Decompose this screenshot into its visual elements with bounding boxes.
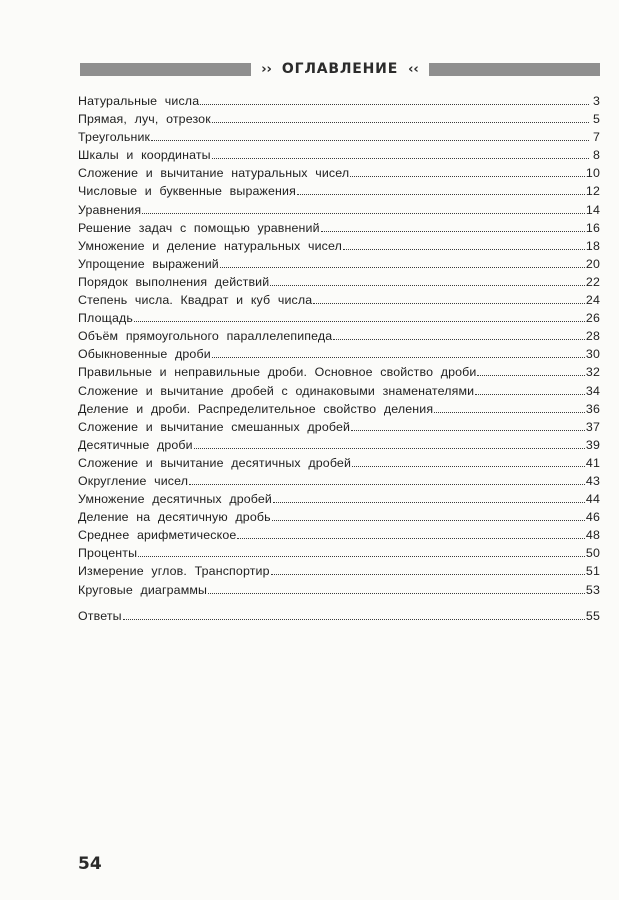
toc-entry bbox=[78, 526, 600, 544]
page-title: ОГЛАВЛЕНИЕ bbox=[281, 61, 399, 77]
toc-entry-page: 30 bbox=[585, 347, 600, 362]
toc-entry-page: 22 bbox=[585, 274, 600, 289]
toc-entry-label: Умножение десятичных дробей bbox=[78, 492, 273, 507]
dot-leader bbox=[350, 167, 585, 177]
toc-entry-label: Степень числа. Квадрат и куб числа bbox=[78, 293, 313, 308]
toc-entry-label: Деление и дроби. Распределительное свойство деления bbox=[78, 401, 434, 416]
dot-leader bbox=[313, 294, 585, 304]
toc-entry-page: 51 bbox=[585, 564, 600, 579]
toc-entry-label: Площадь bbox=[78, 311, 133, 326]
dot-leader bbox=[351, 421, 585, 431]
toc-entry-page: 50 bbox=[585, 546, 600, 561]
dot-leader bbox=[142, 204, 585, 214]
toc-entry-label: Порядок выполнения действий bbox=[78, 274, 270, 289]
toc-entry bbox=[78, 508, 600, 526]
chevron-left-icon: ‹‹ bbox=[408, 61, 419, 77]
toc-entry-label: Круговые диаграммы bbox=[78, 582, 208, 597]
toc-entry bbox=[78, 146, 600, 164]
page-number: 54 bbox=[78, 854, 102, 874]
toc-entry-label: Упрощение выражений bbox=[78, 256, 219, 271]
toc-entry-page: 20 bbox=[585, 256, 600, 271]
dot-leader bbox=[123, 610, 585, 620]
toc-entry-label: Сложение и вычитание десятичных дробей bbox=[78, 455, 352, 470]
dot-leader bbox=[297, 185, 585, 195]
toc-entry-label: Сложение и вычитание натуральных чисел bbox=[78, 166, 350, 181]
toc-entry-page: 12 bbox=[585, 184, 600, 199]
toc-entry bbox=[78, 607, 600, 625]
dot-leader bbox=[352, 457, 585, 467]
toc-entry bbox=[78, 581, 600, 599]
toc-entry-page: 55 bbox=[585, 608, 600, 623]
toc-entry bbox=[78, 201, 600, 219]
toc-entry bbox=[78, 182, 600, 200]
toc-entry bbox=[78, 562, 600, 580]
toc-entry bbox=[78, 400, 600, 418]
toc-entry-label: Прямая, луч, отрезок bbox=[78, 112, 211, 127]
dot-leader bbox=[333, 330, 585, 340]
toc-entry-label: Среднее арифметическое bbox=[78, 528, 237, 543]
toc-entry-page: 7 bbox=[592, 130, 600, 145]
toc-entry-page: 18 bbox=[585, 238, 600, 253]
dot-leader bbox=[273, 493, 585, 503]
toc-entry bbox=[78, 128, 600, 146]
toc-entry-label: Округление чисел bbox=[78, 473, 189, 488]
dot-leader bbox=[434, 403, 585, 413]
toc-entry-page: 43 bbox=[585, 473, 600, 488]
toc-entry-page: 28 bbox=[585, 329, 600, 344]
chevron-right-icon: ›› bbox=[261, 61, 272, 77]
toc-entry bbox=[78, 110, 600, 128]
toc-entry-page: 36 bbox=[585, 401, 600, 416]
dot-leader bbox=[212, 348, 585, 358]
dot-leader bbox=[321, 222, 585, 232]
toc-entry-label: Ответы bbox=[78, 608, 122, 623]
dot-leader bbox=[237, 529, 584, 539]
dot-leader bbox=[134, 312, 585, 322]
header-bar-left bbox=[80, 63, 251, 76]
toc-entry bbox=[78, 273, 600, 291]
toc-entry bbox=[78, 92, 600, 110]
toc-entry-page: 48 bbox=[585, 528, 600, 543]
toc-entry-label: Объём прямоугольного параллелепипеда bbox=[78, 329, 333, 344]
toc-entry-page: 32 bbox=[585, 365, 600, 380]
toc-entry bbox=[78, 164, 600, 182]
toc-entry-page: 24 bbox=[585, 293, 600, 308]
dot-leader bbox=[475, 385, 585, 395]
toc-entry-page: 8 bbox=[592, 148, 600, 163]
toc-entry bbox=[78, 345, 600, 363]
dot-leader bbox=[271, 565, 585, 575]
toc-entry-label: Обыкновенные дроби bbox=[78, 347, 211, 362]
toc-entry bbox=[78, 382, 600, 400]
toc-entry-label: Проценты bbox=[78, 546, 138, 561]
toc-entry-page: 5 bbox=[592, 112, 600, 127]
toc-entry-label: Числовые и буквенные выражения bbox=[78, 184, 296, 199]
table-of-contents bbox=[78, 92, 600, 625]
toc-entry bbox=[78, 436, 600, 454]
toc-entry bbox=[78, 363, 600, 381]
toc-entry bbox=[78, 544, 600, 562]
toc-entry-label: Сложение и вычитание смешанных дробей bbox=[78, 419, 351, 434]
toc-entry bbox=[78, 291, 600, 309]
toc-entry bbox=[78, 490, 600, 508]
dot-leader bbox=[343, 240, 585, 250]
toc-entry-page: 37 bbox=[585, 419, 600, 434]
dot-leader bbox=[272, 511, 585, 521]
dot-leader bbox=[212, 113, 589, 123]
dot-leader bbox=[200, 95, 589, 105]
toc-entry bbox=[78, 219, 600, 237]
toc-entry bbox=[78, 418, 600, 436]
toc-entry bbox=[78, 309, 600, 327]
toc-entry bbox=[78, 472, 600, 490]
toc-entry-page: 10 bbox=[585, 166, 600, 181]
dot-leader bbox=[477, 366, 584, 376]
toc-entry-page: 39 bbox=[585, 437, 600, 452]
dot-leader bbox=[220, 258, 585, 268]
toc-entry-label: Сложение и вычитание дробей с одинаковыми знаменателями bbox=[78, 383, 475, 398]
toc-entry bbox=[78, 237, 600, 255]
dot-leader bbox=[212, 149, 589, 159]
toc-entry-label: Умножение и деление натуральных чисел bbox=[78, 238, 343, 253]
toc-entry-label: Десятичные дроби bbox=[78, 437, 193, 452]
toc-entry-page: 26 bbox=[585, 311, 600, 326]
toc-entry-page: 41 bbox=[585, 455, 600, 470]
toc-entry-label: Натуральные числа bbox=[78, 94, 200, 108]
toc-entry bbox=[78, 454, 600, 472]
toc-entry bbox=[78, 327, 600, 345]
toc-entry-page: 46 bbox=[585, 510, 600, 525]
dot-leader bbox=[189, 475, 585, 485]
toc-entry-page: 34 bbox=[585, 383, 600, 398]
dot-leader bbox=[138, 547, 585, 557]
dot-leader bbox=[208, 584, 585, 594]
toc-entry-label: Деление на десятичную дробь bbox=[78, 510, 271, 525]
toc-entry-label: Измерение углов. Транспортир bbox=[78, 564, 270, 579]
header-bar-right bbox=[429, 63, 600, 76]
toc-entry-page: 3 bbox=[592, 94, 600, 108]
dot-leader bbox=[270, 276, 585, 286]
toc-entry-label: Правильные и неправильные дроби. Основное свойство дроби bbox=[78, 365, 477, 380]
toc-entry-label: Треугольник bbox=[78, 130, 151, 145]
toc-entry bbox=[78, 255, 600, 273]
toc-entry-page: 14 bbox=[585, 202, 600, 217]
toc-entry-page: 44 bbox=[585, 492, 600, 507]
toc-entry-label: Уравнения bbox=[78, 202, 142, 217]
toc-entry-label: Решение задач с помощью уравнений bbox=[78, 220, 320, 235]
dot-leader bbox=[194, 439, 585, 449]
dot-leader bbox=[151, 131, 589, 141]
toc-entry-label: Шкалы и координаты bbox=[78, 148, 211, 163]
toc-entry-page: 53 bbox=[585, 582, 600, 597]
toc-header bbox=[80, 58, 600, 80]
toc-entry-page: 16 bbox=[585, 220, 600, 235]
